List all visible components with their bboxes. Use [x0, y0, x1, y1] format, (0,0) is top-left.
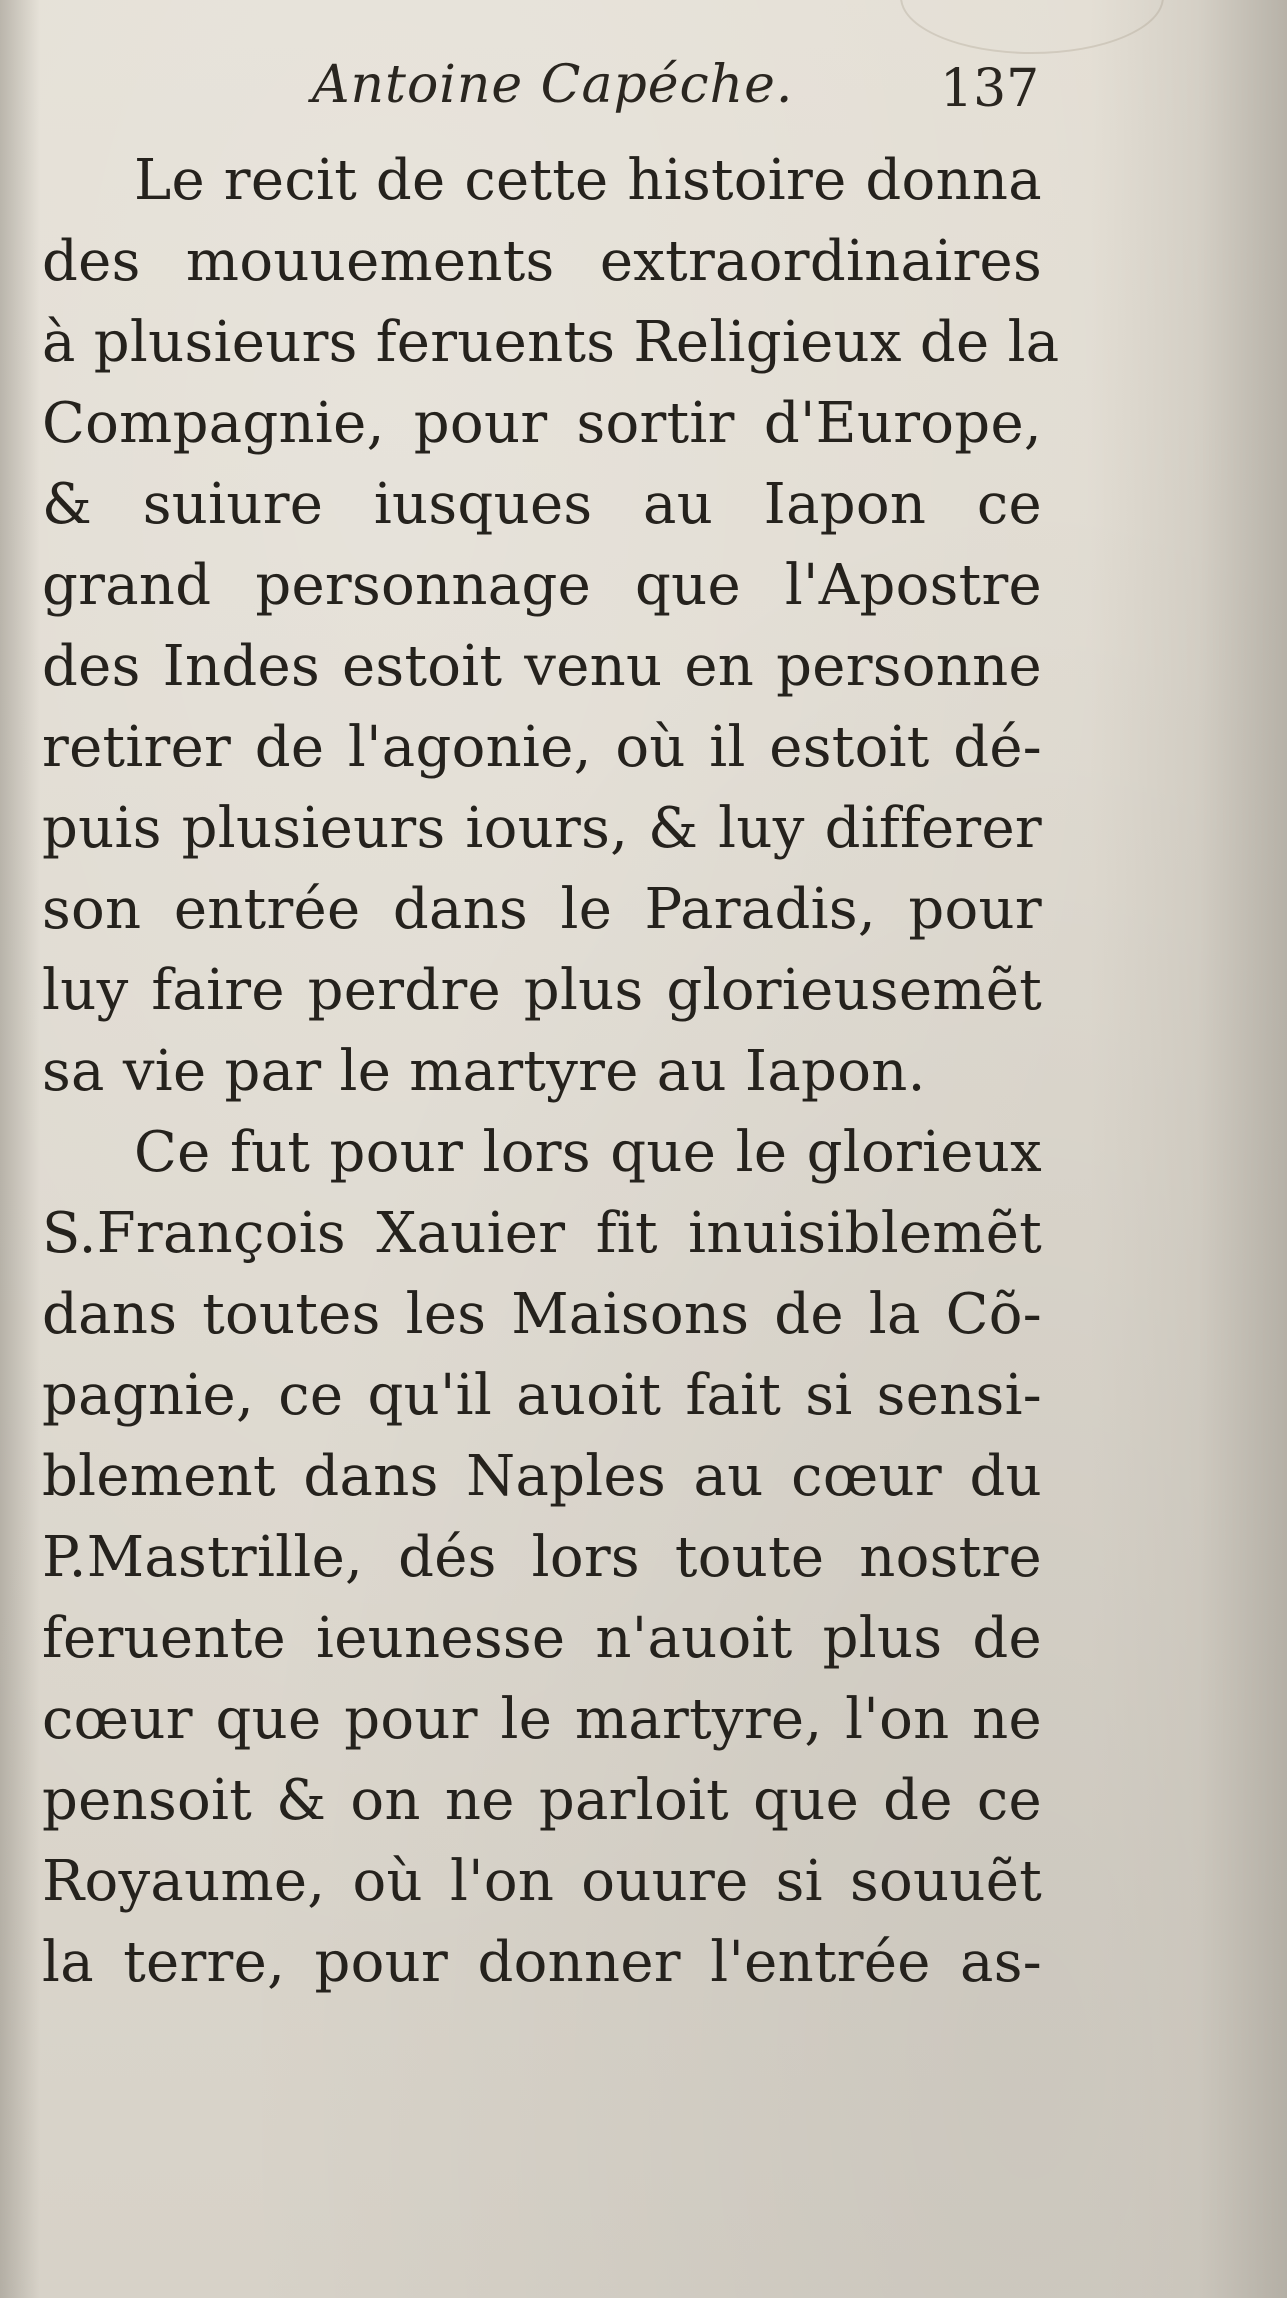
text-line: à plusieurs feruents Religieux de la	[42, 310, 1060, 375]
text-line: feruente ieunesse n'auoit plus de	[42, 1606, 1042, 1671]
text-line: dans toutes les Maisons de la Cõ-	[42, 1282, 1042, 1347]
text-line: grand personnage que l'Apostre	[42, 553, 1042, 618]
page-header	[0, 55, 1287, 135]
text-line: cœur que pour le martyre, l'on ne	[42, 1687, 1042, 1752]
body-text	[42, 140, 1060, 2003]
text-line: P.Mastrille, dés lors toute nostre	[42, 1525, 1042, 1590]
text-line: blement dans Naples au cœur du	[42, 1444, 1042, 1509]
text-line: Le recit de cette histoire donna	[134, 148, 1042, 213]
text-line: sa vie par le martyre au Iapon.	[42, 1039, 926, 1104]
text-line: retirer de l'agonie, où il estoit dé-	[42, 715, 1042, 780]
text-line: pensoit & on ne parloit que de ce	[42, 1768, 1042, 1833]
text-line: des mouuements extraordinaires	[42, 229, 1042, 294]
text-line: des Indes estoit venu en personne	[42, 634, 1042, 699]
text-line: son entrée dans le Paradis, pour	[42, 877, 1042, 942]
text-line: luy faire perdre plus glorieusemẽt	[42, 958, 1042, 1023]
text-line: S.François Xauier fit inuisiblemẽt	[42, 1201, 1042, 1266]
text-line: Ce fut pour lors que le glorieux	[134, 1120, 1042, 1185]
text-line: Royaume, où l'on ouure si souuẽt	[42, 1849, 1042, 1914]
text-line: pagnie, ce qu'il auoit fait si sensi-	[42, 1363, 1042, 1428]
text-line: puis plusieurs iours, & luy differer	[42, 796, 1042, 861]
page-number: 137	[940, 59, 1040, 119]
page-edge-shading	[1090, 0, 1287, 2298]
text-line: Compagnie, pour sortir d'Europe,	[42, 391, 1042, 456]
gutter-shadow	[0, 0, 40, 2298]
text-line: la terre, pour donner l'entrée as-	[42, 1930, 1042, 1995]
running-title: Antoine Capéche.	[312, 55, 794, 115]
text-line: & suiure iusques au Iapon ce	[42, 472, 1042, 537]
